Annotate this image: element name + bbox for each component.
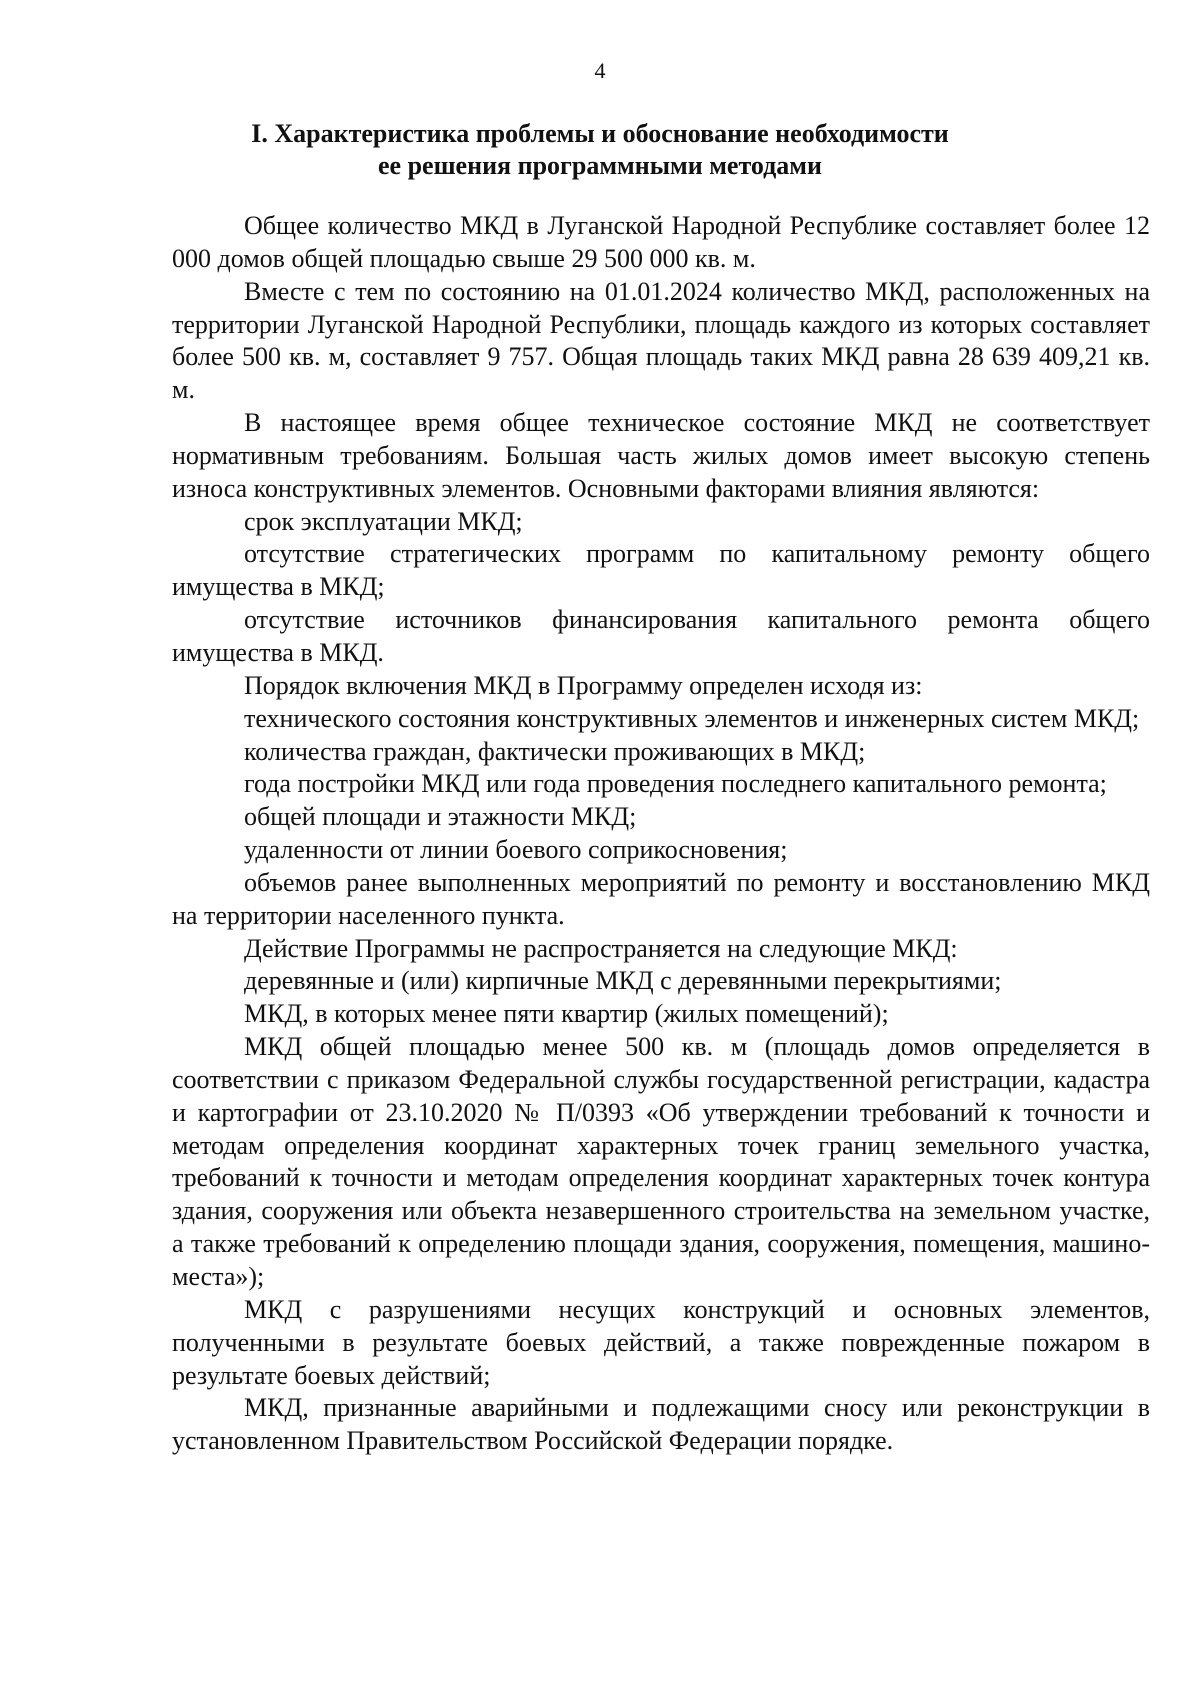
list-item: объемов ранее выполненных мероприятий по ремонту и восстановлению МКД на территории населенного пункта. bbox=[172, 867, 1150, 930]
list-item: общей площади и этажности МКД; bbox=[244, 802, 637, 832]
section-heading bbox=[150, 118, 1050, 182]
section-heading-line-2: ее решения программными методами bbox=[378, 151, 822, 180]
list-item: МКД, признанные аварийными и подлежащими сносу или реконструкции в установленном Правительством Российской Федерации порядке. bbox=[172, 1393, 1150, 1456]
paragraph: Действие Программы не распространяется на следующие МКД: bbox=[244, 933, 958, 963]
list-item: количества граждан, фактически проживающих в МКД; bbox=[244, 736, 866, 766]
paragraph: В настоящее время общее техническое состояние МКД не соответствует нормативным требованиям. Большая часть жилых домов имеет высокую степень износа конструктивных элементов. Основными факторами влияния являются: bbox=[172, 408, 1150, 503]
section-heading-line-1: I. Характеристика проблемы и обоснование необходимости bbox=[251, 119, 949, 148]
list-item: деревянные и (или) кирпичные МКД с деревянными перекрытиями; bbox=[244, 966, 1002, 996]
paragraph: Общее количество МКД в Луганской Народной Республике составляет более 12 000 домов общей площадью свыше 29 500 000 кв. м. bbox=[172, 211, 1150, 273]
page-number: 4 bbox=[594, 58, 606, 83]
list-item: МКД общей площадью менее 500 кв. м (площадь домов определяется в соответствии с приказом Федеральной службы государственной регистрации, кадастра и картографии от 23.10.2020 № П/0393 «Об утверждении требований к точности и методам определения координат характерных точек границ земельного участка, требований к точности и методам определения координат характерных точек контура здания, сооружения или объекта незавершенного строительства на земельном участке, а также требований к определению площади здания, сооружения, помещения, машино-места»); bbox=[172, 1032, 1150, 1291]
document-body bbox=[172, 210, 1150, 1458]
paragraph: Вместе с тем по состоянию на 01.01.2024 количество МКД, расположенных на территории Луганской Народной Республики, площадь каждого из которых составляет более 500 кв. м, составляет 9 757. Общая площадь таких МКД равна 28 639 409,21 кв. м. bbox=[172, 276, 1150, 405]
list-item: технического состояния конструктивных элементов и инженерных систем МКД; bbox=[244, 703, 1140, 733]
paragraph: Порядок включения МКД в Программу определен исходя из: bbox=[244, 670, 923, 700]
list-item: отсутствие стратегических программ по капитальному ремонту общего имущества в МКД; bbox=[172, 539, 1150, 602]
list-item: МКД с разрушениями несущих конструкций и основных элементов, полученными в результате боевых действий, а также поврежденные пожаром в результате боевых действий; bbox=[172, 1294, 1150, 1390]
list-item: года постройки МКД или года проведения последнего капитального ремонта; bbox=[244, 769, 1107, 799]
list-item: удаленности от линии боевого соприкосновения; bbox=[244, 835, 788, 865]
list-item: МКД, в которых менее пяти квартир (жилых помещений); bbox=[244, 999, 889, 1029]
list-item: срок эксплуатации МКД; bbox=[244, 506, 523, 536]
list-item: отсутствие источников финансирования капитального ремонта общего имущества в МКД. bbox=[172, 605, 1150, 667]
